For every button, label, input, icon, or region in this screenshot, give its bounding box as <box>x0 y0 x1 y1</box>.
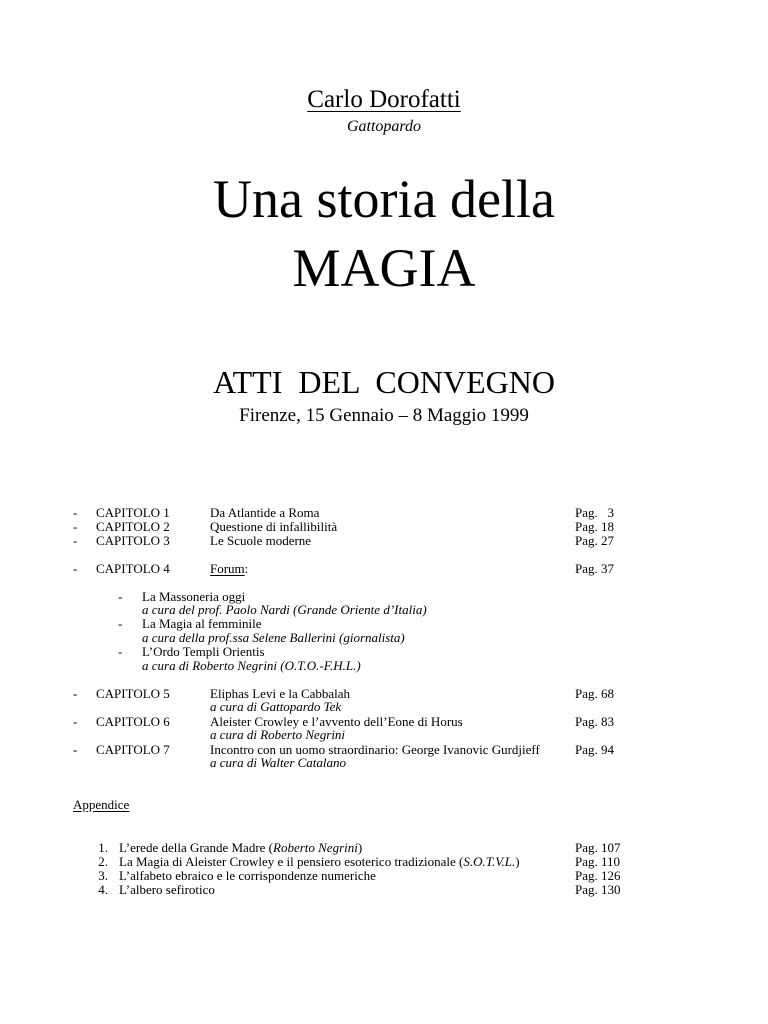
chapter-title: Forum: <box>210 561 249 576</box>
chapter-credit: a cura di Gattopardo Tek <box>210 699 342 714</box>
appendix-heading: Appendice <box>73 797 130 812</box>
chapter-title: Questione di infallibilità <box>210 519 338 534</box>
forum-item-credit: a cura di Roberto Negrini (O.T.O.-F.H.L.) <box>142 658 361 673</box>
appendix-title: L’albero sefirotico <box>119 882 215 897</box>
appendix-number: 3. <box>98 868 108 883</box>
chapter-page: Pag. 83 <box>575 714 614 729</box>
chapter-label: CAPITOLO 6 <box>96 714 170 729</box>
chapter-title: Aleister Crowley e l’avvento dell’Eone di Horus <box>210 714 463 729</box>
chapter-label: CAPITOLO 1 <box>96 505 170 520</box>
appendix-title: L’alfabeto ebraico e le corrispondenze numeriche <box>119 868 376 883</box>
list-dash: - <box>73 686 78 701</box>
appendix-number: 1. <box>98 840 108 855</box>
chapter-label: CAPITOLO 2 <box>96 519 170 534</box>
chapter-credit: a cura di Walter Catalano <box>210 755 347 770</box>
list-dash: - <box>73 742 78 757</box>
forum-item-title: L’Ordo Templi Orientis <box>142 644 265 659</box>
appendix-title: L’erede della Grande Madre (Roberto Negrini) <box>119 840 363 855</box>
appendix-title: La Magia di Aleister Crowley e il pensiero esoterico tradizionale (S.O.T.V.L.) <box>119 854 520 869</box>
chapter-title: Le Scuole moderne <box>210 533 312 548</box>
list-dash: - <box>118 616 123 631</box>
chapter-label: CAPITOLO 5 <box>96 686 170 701</box>
list-dash: - <box>73 561 78 576</box>
chapter-page: Pag. 27 <box>575 533 614 548</box>
list-dash: - <box>73 505 78 520</box>
list-dash: - <box>118 644 123 659</box>
chapter-credit: a cura di Roberto Negrini <box>210 727 346 742</box>
chapter-title: Da Atlantide a Roma <box>210 505 320 520</box>
chapter-page: Pag. 94 <box>575 742 614 757</box>
list-dash: - <box>73 519 78 534</box>
chapter-label: CAPITOLO 3 <box>96 533 170 548</box>
event-dates: Firenze, 15 Gennaio – 8 Maggio 1999 <box>239 405 529 426</box>
subtitle: ATTI DEL CONVEGNO <box>213 364 555 400</box>
appendix-page: Pag. 126 <box>575 868 621 883</box>
appendix-page: Pag. 130 <box>575 882 621 897</box>
appendix-page: Pag. 107 <box>575 840 621 855</box>
forum-item-credit: a cura della prof.ssa Selene Ballerini (giornalista) <box>142 630 405 645</box>
forum-item-title: La Magia al femminile <box>142 616 262 631</box>
chapter-page: Pag. 3 <box>575 505 614 520</box>
list-dash: - <box>118 589 123 604</box>
chapter-page: Pag. 18 <box>575 519 614 534</box>
chapter-label: CAPITOLO 7 <box>96 742 170 757</box>
chapter-page: Pag. 68 <box>575 686 614 701</box>
appendix-number: 2. <box>98 854 108 869</box>
chapter-label: CAPITOLO 4 <box>96 561 170 576</box>
forum-item-credit: a cura del prof. Paolo Nardi (Grande Oriente d’Italia) <box>142 602 427 617</box>
title-line-1: Una storia della <box>213 169 555 229</box>
forum-item-title: La Massoneria oggi <box>142 589 246 604</box>
list-dash: - <box>73 714 78 729</box>
appendix-page: Pag. 110 <box>575 854 621 869</box>
chapter-title: Eliphas Levi e la Cabbalah <box>210 686 351 701</box>
appendix-number: 4. <box>98 882 108 897</box>
chapter-title: Incontro con un uomo straordinario: George Ivanovic Gurdjieff <box>210 742 540 757</box>
author-name: Carlo Dorofatti <box>307 86 461 113</box>
title-line-2: MAGIA <box>292 238 476 298</box>
chapter-page: Pag. 37 <box>575 561 614 576</box>
author-pseudonym: Gattopardo <box>346 118 422 135</box>
list-dash: - <box>73 533 78 548</box>
